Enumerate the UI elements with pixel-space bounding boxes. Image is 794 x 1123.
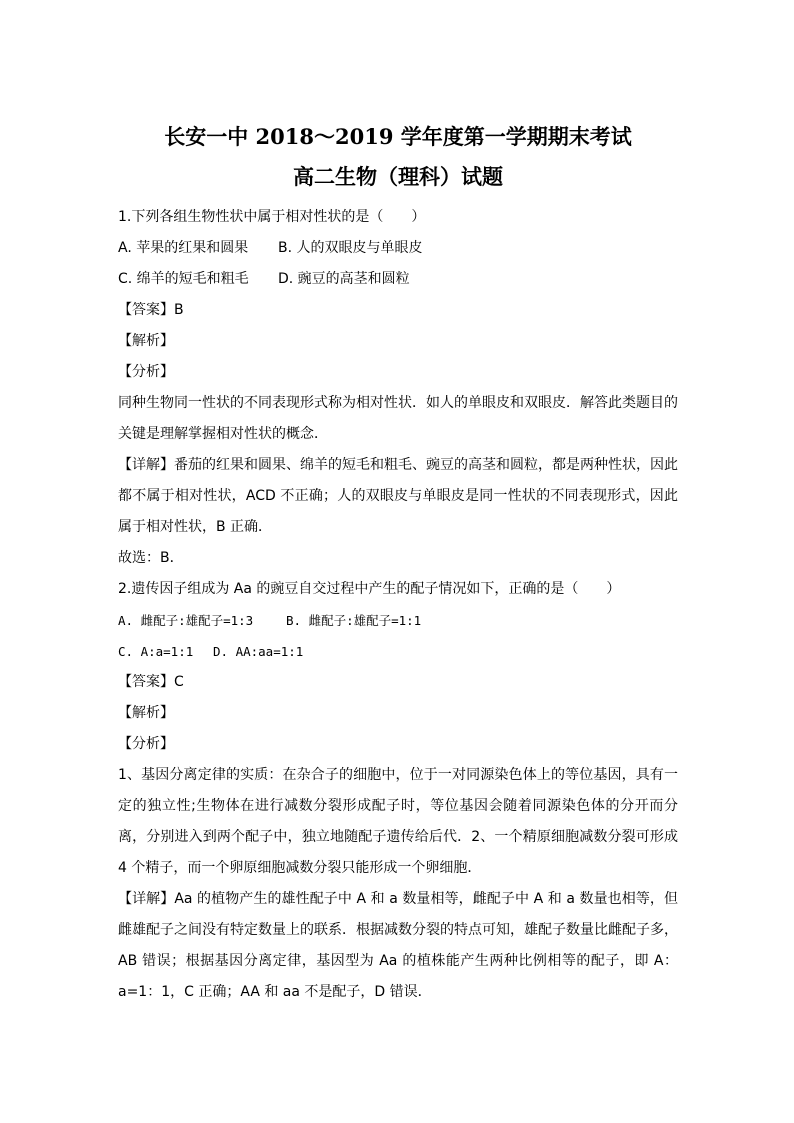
question-2-detail: 【详解】Aa 的植物产生的雄性配子中 A 和 a 数量相等，雌配子中 A 和 a 数量也相等，但雌雄配子之间没有特定数量上的联系．根据减数分裂的特点可知，雄配子数量比雌配子多，AB 错误；根据基因分离定律，基因型为 Aa 的植株能产生两种比例相等的配子，即 A：a=1：1，C 正确；AA 和 aa 不是配子，D 错误． xyxy=(118,891,678,1000)
question-1-stem: 1.下列各组生物性状中属于相对性状的是（ ） xyxy=(118,209,426,225)
question-1-option-b: B. 人的双眼皮与单眼皮 xyxy=(278,240,423,256)
question-1-option-d: D. 豌豆的高茎和圆粒 xyxy=(278,271,410,287)
question-2-fenxi-label: 【分析】 xyxy=(118,736,174,752)
question-2-option-b: B. 雌配子:雄配子=1:1 xyxy=(286,613,422,628)
exam-title: 长安一中 2018～2019 学年度第一学期期末考试 xyxy=(164,124,632,149)
question-1-fenxi-label: 【分析】 xyxy=(118,364,174,380)
question-1-option-a: A. 苹果的红果和圆果 xyxy=(118,240,249,256)
question-2-stem: 2.遗传因子组成为 Aa 的豌豆自交过程中产生的配子情况如下，正确的是（ ） xyxy=(118,581,621,597)
question-2-option-a: A. 雌配子:雄配子=1:3 xyxy=(118,613,254,628)
question-2-analysis: 1、基因分离定律的实质：在杂合子的细胞中，位于一对同源染色体上的等位基因，具有一定的独立性;生物体在进行减数分裂形成配子时，等位基因会随着同源染色体的分开而分离，分别进入到两个配子中，独立地随配子遗传给后代．2、一个精原细胞减数分裂可形成 4 个精子，而一个卵原细胞减数分裂只能形成一个卵细胞． xyxy=(118,767,678,876)
question-2-options-row-2 xyxy=(118,636,678,667)
question-1-option-c: C. 绵羊的短毛和粗毛 xyxy=(118,271,249,287)
question-2-option-c: C. A:a=1:1 xyxy=(118,644,194,659)
document-page xyxy=(118,118,678,1008)
exam-subtitle: 高二生物（理科）试题 xyxy=(293,164,503,189)
question-1-jiexi-label: 【解析】 xyxy=(118,333,174,349)
question-1-options-row-2 xyxy=(118,264,678,295)
question-2-options-row-1 xyxy=(118,605,678,636)
question-1-choose: 故选：B． xyxy=(118,550,184,566)
question-1-analysis: 同种生物同一性状的不同表现形式称为相对性状．如人的单眼皮和双眼皮．解答此类题目的关键是理解掌握相对性状的概念． xyxy=(118,395,678,442)
question-1-detail: 【详解】番茄的红果和圆果、绵羊的短毛和粗毛、豌豆的高茎和圆粒，都是两种性状，因此都不属于相对性状，ACD 不正确；人的双眼皮与单眼皮是同一性状的不同表现形式，因此属于相对性状，B 正确． xyxy=(118,457,678,535)
question-1-options-row-1 xyxy=(118,233,678,264)
question-2-jiexi-label: 【解析】 xyxy=(118,705,174,721)
question-2-answer: 【答案】C xyxy=(118,674,184,690)
question-1-answer: 【答案】B xyxy=(118,302,184,318)
question-2-option-d: D. AA:aa=1:1 xyxy=(213,644,304,659)
